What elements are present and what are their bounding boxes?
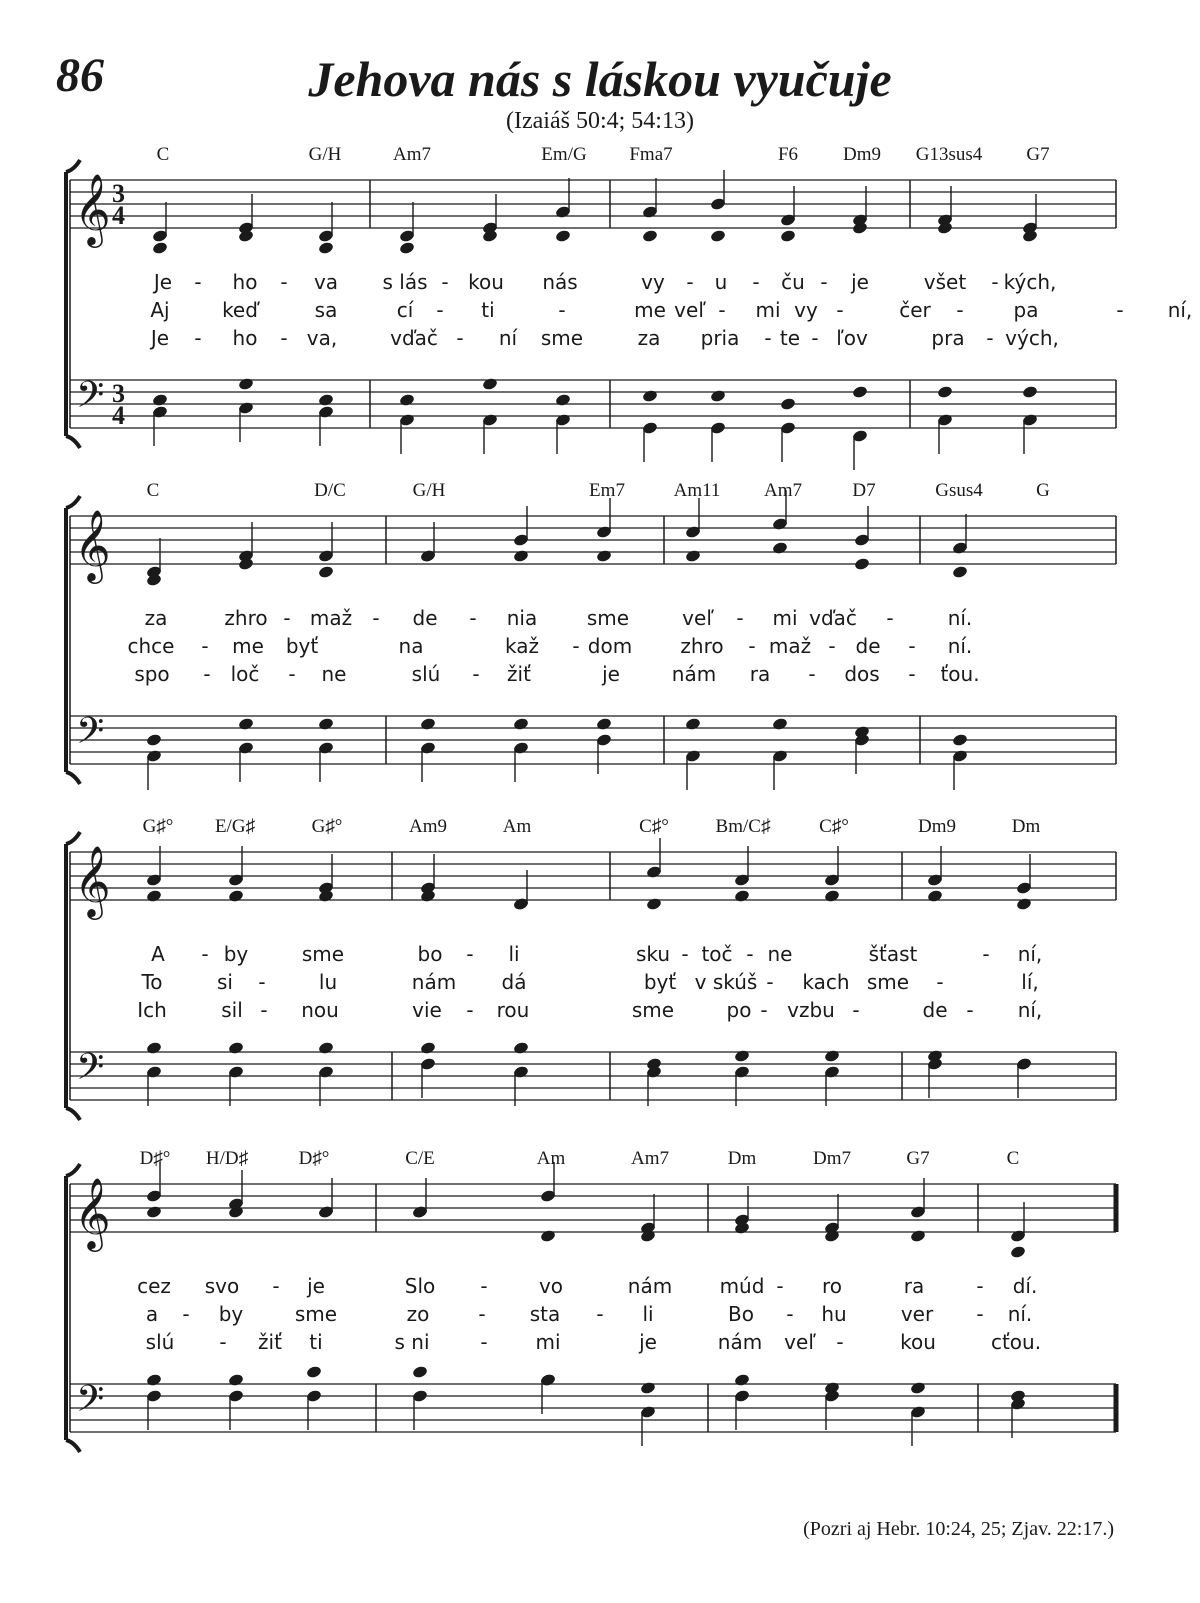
- chord-symbol: Am7: [764, 480, 802, 501]
- verse-2-syllable: -: [1116, 298, 1124, 322]
- verse-3-syllable: cťou.: [990, 1330, 1042, 1354]
- verse-3-syllable: vzbu: [787, 998, 835, 1022]
- chord-symbol: G13sus4: [915, 144, 983, 165]
- verse-3-syllable: ní: [498, 326, 518, 350]
- chord-symbol: D7: [852, 480, 876, 501]
- verse-2-syllable: ver: [900, 1302, 934, 1326]
- verse-3-syllable: Ich: [137, 998, 167, 1022]
- verse-1-syllable: bo: [417, 942, 443, 966]
- verse-2-syllable: ní,: [1167, 298, 1193, 322]
- verse-2-syllable: me: [232, 634, 264, 658]
- verse-1-syllable: toč: [701, 942, 733, 966]
- verse-3-syllable: sme: [631, 998, 675, 1022]
- chord-symbol: G/H: [308, 144, 342, 165]
- treble-notehead: [910, 1229, 927, 1243]
- verse-3-syllable: -: [203, 662, 211, 686]
- chord-symbol: D♯°: [298, 1148, 330, 1169]
- footnote: (Pozri aj Hebr. 10:24, 25; Zjav. 22:17.): [803, 1518, 1114, 1540]
- verse-2-syllable: zo: [406, 1302, 430, 1326]
- bass-clef-icon: 𝄢: [76, 1378, 105, 1429]
- verse-3-syllable: je: [602, 662, 620, 686]
- verse-2-syllable: -: [956, 298, 964, 322]
- verse-1-syllable: by: [223, 942, 249, 966]
- verse-2-syllable: sa: [314, 298, 338, 322]
- verse-2-syllable: chce: [127, 634, 175, 658]
- verse-3-syllable: Je: [150, 326, 170, 350]
- verse-3-syllable: va,: [306, 326, 338, 350]
- verse-1-syllable: je: [851, 270, 869, 294]
- verse-1-syllable: -: [469, 606, 477, 630]
- bass-notehead: [640, 1381, 657, 1395]
- verse-1-syllable: sme: [586, 606, 630, 630]
- verse-2-syllable: ní.: [1007, 1302, 1033, 1326]
- verse-1-syllable: je: [307, 1274, 325, 1298]
- verse-2-syllable: byť: [285, 634, 319, 658]
- verse-1-syllable: -: [272, 1274, 280, 1298]
- verse-1-syllable: svo: [204, 1274, 240, 1298]
- chord-symbol: Dm: [727, 1148, 757, 1169]
- verse-1-syllable: nia: [506, 606, 538, 630]
- verse-1-syllable: -: [480, 1274, 488, 1298]
- verse-3-syllable: ne: [321, 662, 347, 686]
- verse-1-syllable: -: [991, 270, 999, 294]
- verse-1-syllable: múd: [719, 1274, 765, 1298]
- chord-symbol: D/C: [314, 480, 346, 501]
- verse-2-syllable: -: [936, 970, 944, 994]
- verse-2-syllable: -: [908, 634, 916, 658]
- chord-symbol: Dm9: [843, 144, 881, 165]
- verse-1-syllable: dí.: [1012, 1274, 1038, 1298]
- verse-1-syllable: nám: [627, 1274, 673, 1298]
- verse-1-syllable: -: [441, 270, 449, 294]
- verse-3-syllable: -: [852, 998, 860, 1022]
- verse-2-syllable: kach: [802, 970, 850, 994]
- time-signature: 3: [112, 179, 125, 208]
- verse-2-syllable: -: [766, 970, 774, 994]
- verse-1-syllable: -: [746, 942, 754, 966]
- verse-1-syllable: všet: [923, 270, 967, 294]
- verse-1-syllable: -: [681, 942, 689, 966]
- verse-2-syllable: ti: [481, 298, 495, 322]
- verse-3-syllable: slú: [145, 1330, 175, 1354]
- verse-2-syllable: hu: [821, 1302, 847, 1326]
- chord-symbol: E/G♯: [214, 816, 256, 837]
- verse-2-syllable: -: [478, 1302, 486, 1326]
- verse-1-syllable: -: [976, 1274, 984, 1298]
- chord-symbol: D♯°: [139, 1148, 171, 1169]
- verse-3-syllable: pra: [931, 326, 965, 350]
- verse-3-syllable: s ni: [394, 1330, 430, 1354]
- verse-2-syllable: -: [786, 1302, 794, 1326]
- verse-2-syllable: v skúš: [694, 970, 758, 994]
- chord-symbol: Am9: [409, 816, 447, 837]
- verse-3-syllable: kou: [900, 1330, 936, 1354]
- verse-1-syllable: -: [466, 942, 474, 966]
- verse-2-syllable: de: [855, 634, 881, 658]
- verse-3-syllable: -: [908, 662, 916, 686]
- verse-2-syllable: čer: [899, 298, 931, 322]
- verse-3-syllable: ra: [749, 662, 771, 686]
- verse-1-syllable: Je: [153, 270, 173, 294]
- chord-symbol: Fma7: [629, 144, 673, 165]
- verse-1-syllable: -: [752, 270, 760, 294]
- verse-2-syllable: Bo: [728, 1302, 754, 1326]
- verse-2-syllable: lí,: [1021, 970, 1039, 994]
- chord-symbol: Am7: [393, 144, 431, 165]
- bass-notehead: [306, 1365, 323, 1379]
- verse-1-syllable: mi: [772, 606, 798, 630]
- verse-3-syllable: žiť: [258, 1330, 282, 1354]
- bass-notehead: [412, 1365, 429, 1379]
- verse-1-syllable: sku: [635, 942, 671, 966]
- verse-2-syllable: Aj: [150, 298, 170, 322]
- bass-notehead: [146, 1373, 163, 1387]
- verse-1-syllable: ho: [232, 270, 258, 294]
- verse-3-syllable: -: [966, 998, 974, 1022]
- time-signature: 4: [112, 401, 125, 430]
- verse-2-syllable: veľ: [674, 298, 706, 322]
- verse-1-syllable: A: [151, 942, 165, 966]
- verse-2-syllable: lu: [318, 970, 338, 994]
- verse-1-syllable: de: [412, 606, 438, 630]
- verse-3-syllable: -: [811, 326, 819, 350]
- bass-clef-icon: 𝄢: [76, 1046, 105, 1097]
- verse-1-syllable: šťast: [868, 942, 918, 966]
- chord-symbol: Am7: [631, 1148, 669, 1169]
- verse-1-syllable: -: [280, 270, 288, 294]
- verse-2-syllable: by: [218, 1302, 244, 1326]
- verse-3-syllable: -: [472, 662, 480, 686]
- verse-3-syllable: -: [480, 1330, 488, 1354]
- treble-notehead: [540, 1229, 557, 1243]
- verse-1-syllable: ču: [781, 270, 805, 294]
- verse-3-syllable: vie: [412, 998, 442, 1022]
- verse-1-syllable: -: [686, 270, 694, 294]
- time-signature: 4: [112, 201, 125, 230]
- verse-1-syllable: zhro: [224, 606, 268, 630]
- chord-symbol: G7: [1026, 144, 1050, 165]
- verse-3-syllable: ní,: [1017, 998, 1043, 1022]
- bass-notehead: [228, 1373, 245, 1387]
- chord-symbol: C♯°: [819, 816, 849, 837]
- verse-3-syllable: -: [986, 326, 994, 350]
- chord-symbol: Am: [536, 1148, 566, 1169]
- verse-3-syllable: sme: [540, 326, 584, 350]
- time-signature: 3: [112, 379, 125, 408]
- verse-3-syllable: za: [637, 326, 661, 350]
- chord-symbol: Am11: [673, 480, 721, 501]
- verse-2-syllable: sta: [529, 1302, 561, 1326]
- verse-2-syllable: cí: [396, 298, 414, 322]
- chord-symbol: G♯°: [142, 816, 174, 837]
- treble-notehead: [1010, 1245, 1027, 1259]
- verse-1-syllable: -: [194, 270, 202, 294]
- verse-1-syllable: cez: [137, 1274, 171, 1298]
- verse-3-syllable: ťou.: [940, 662, 980, 686]
- verse-2-syllable: ní.: [947, 634, 973, 658]
- verse-2-syllable: -: [748, 634, 756, 658]
- verse-3-syllable: -: [260, 998, 268, 1022]
- verse-1-syllable: kou: [468, 270, 504, 294]
- chord-symbol: Am: [502, 816, 532, 837]
- verse-2-syllable: -: [201, 634, 209, 658]
- verse-1-syllable: maž: [309, 606, 353, 630]
- verse-2-syllable: byť: [643, 970, 677, 994]
- verse-3-syllable: dos: [844, 662, 880, 686]
- chord-symbol: C♯°: [639, 816, 669, 837]
- verse-3-syllable: -: [456, 326, 464, 350]
- verse-3-syllable: de: [922, 998, 948, 1022]
- chord-symbol: Dm: [1011, 816, 1041, 837]
- verse-3-syllable: -: [280, 326, 288, 350]
- bass-notehead: [910, 1381, 927, 1395]
- verse-3-syllable: -: [760, 998, 768, 1022]
- verse-1-syllable: -: [283, 606, 291, 630]
- chord-symbol: Gsus4: [935, 480, 983, 501]
- verse-3-syllable: pria: [700, 326, 740, 350]
- verse-3-syllable: loč: [230, 662, 260, 686]
- chord-symbol: G7: [906, 1148, 930, 1169]
- chord-symbol: Dm9: [918, 816, 956, 837]
- verse-1-syllable: ra: [903, 1274, 925, 1298]
- verse-1-syllable: sme: [301, 942, 345, 966]
- verse-2-syllable: vy: [794, 298, 818, 322]
- verse-1-syllable: -: [820, 270, 828, 294]
- chord-symbol: F6: [777, 144, 799, 165]
- verse-2-syllable: -: [828, 634, 836, 658]
- verse-3-syllable: mi: [535, 1330, 561, 1354]
- treble-clef-icon: 𝄞: [74, 1176, 111, 1249]
- verse-1-syllable: vy: [641, 270, 665, 294]
- verse-3-syllable: ho: [232, 326, 258, 350]
- chord-symbol: G: [1036, 480, 1050, 501]
- verse-2-syllable: si: [217, 970, 233, 994]
- verse-3-syllable: -: [466, 998, 474, 1022]
- bass-clef-icon: 𝄢: [76, 710, 105, 761]
- chord-symbol: G♯°: [311, 816, 343, 837]
- verse-3-syllable: je: [639, 1330, 657, 1354]
- verse-2-syllable: maž: [768, 634, 812, 658]
- verse-2-syllable: -: [572, 634, 580, 658]
- verse-2-syllable: dom: [587, 634, 633, 658]
- verse-1-syllable: vďač: [809, 606, 857, 630]
- verse-3-syllable: spo: [134, 662, 170, 686]
- chord-symbol: G/H: [412, 480, 446, 501]
- verse-2-syllable: me: [634, 298, 666, 322]
- verse-2-syllable: To: [141, 970, 163, 994]
- bass-clef-icon: 𝄢: [76, 374, 105, 425]
- verse-3-syllable: nám: [671, 662, 717, 686]
- verse-1-syllable: li: [508, 942, 520, 966]
- chord-symbol: C/E: [405, 1148, 435, 1169]
- verse-1-syllable: u: [714, 270, 728, 294]
- chord-symbol: Em/G: [541, 144, 587, 165]
- verse-3-syllable: -: [836, 1330, 844, 1354]
- verse-3-syllable: slú: [411, 662, 441, 686]
- verse-3-syllable: po: [726, 998, 752, 1022]
- verse-2-syllable: nám: [411, 970, 457, 994]
- verse-1-syllable: nás: [542, 270, 578, 294]
- verse-3-syllable: -: [808, 662, 816, 686]
- chord-symbol: C: [156, 144, 170, 165]
- verse-2-syllable: -: [182, 1302, 190, 1326]
- verse-1-syllable: s lás: [382, 270, 428, 294]
- verse-2-syllable: sme: [866, 970, 910, 994]
- verse-3-syllable: nám: [717, 1330, 763, 1354]
- verse-3-syllable: rou: [496, 998, 530, 1022]
- verse-2-syllable: zhro: [680, 634, 724, 658]
- verse-3-syllable: veľ: [784, 1330, 816, 1354]
- verse-1-syllable: veľ: [682, 606, 714, 630]
- verse-1-syllable: -: [372, 606, 380, 630]
- verse-2-syllable: li: [642, 1302, 654, 1326]
- verse-1-syllable: za: [144, 606, 168, 630]
- verse-2-syllable: -: [258, 970, 266, 994]
- verse-1-syllable: -: [886, 606, 894, 630]
- verse-1-syllable: -: [201, 942, 209, 966]
- verse-1-syllable: ro: [821, 1274, 843, 1298]
- verse-2-syllable: -: [596, 1302, 604, 1326]
- verse-2-syllable: dá: [501, 970, 527, 994]
- verse-2-syllable: pa: [1013, 298, 1039, 322]
- chord-symbol: H/D♯: [205, 1148, 249, 1169]
- chord-symbol: Bm/C♯: [715, 816, 771, 837]
- treble-clef-icon: 𝄞: [74, 844, 111, 917]
- verse-3-syllable: sil: [221, 998, 243, 1022]
- verse-3-syllable: -: [219, 1330, 227, 1354]
- verse-3-syllable: vých,: [1005, 326, 1059, 350]
- treble-notehead: [146, 1205, 163, 1219]
- verse-1-syllable: ne: [767, 942, 793, 966]
- verse-1-syllable: -: [736, 606, 744, 630]
- verse-1-syllable: -: [982, 942, 990, 966]
- treble-clef-icon: 𝄞: [74, 172, 111, 245]
- verse-2-syllable: mi: [755, 298, 781, 322]
- verse-2-syllable: -: [836, 298, 844, 322]
- verse-1-syllable: va: [313, 270, 339, 294]
- verse-3-syllable: -: [288, 662, 296, 686]
- verse-1-syllable: vo: [538, 1274, 564, 1298]
- song-title: Jehova nás s láskou vyučuje: [308, 51, 892, 107]
- verse-1-syllable: Slo: [404, 1274, 436, 1298]
- page-number: 86: [56, 49, 104, 102]
- verse-3-syllable: ľov: [836, 326, 868, 350]
- chord-symbol: C: [146, 480, 160, 501]
- verse-3-syllable: nou: [301, 998, 339, 1022]
- verse-2-syllable: -: [718, 298, 726, 322]
- treble-clef-icon: 𝄞: [74, 508, 111, 581]
- chord-symbol: Dm7: [813, 1148, 851, 1169]
- scripture-reference: (Izaiáš 50:4; 54:13): [506, 108, 694, 134]
- verse-3-syllable: te: [779, 326, 801, 350]
- chord-symbol: C: [1006, 1148, 1020, 1169]
- bass-notehead: [734, 1373, 751, 1387]
- verse-3-syllable: žiť: [507, 662, 531, 686]
- verse-2-syllable: kaž: [505, 634, 539, 658]
- verse-1-syllable: ní,: [1017, 942, 1043, 966]
- verse-2-syllable: na: [398, 634, 424, 658]
- chord-symbol: Em7: [589, 480, 625, 501]
- verse-2-syllable: -: [976, 1302, 984, 1326]
- verse-3-syllable: -: [764, 326, 772, 350]
- verse-3-syllable: -: [194, 326, 202, 350]
- verse-2-syllable: sme: [294, 1302, 338, 1326]
- verse-2-syllable: -: [436, 298, 444, 322]
- verse-1-syllable: kých,: [1003, 270, 1057, 294]
- verse-1-syllable: ní.: [947, 606, 973, 630]
- verse-2-syllable: keď: [222, 298, 258, 322]
- verse-2-syllable: a: [145, 1302, 159, 1326]
- verse-3-syllable: vďač: [390, 326, 438, 350]
- verse-1-syllable: -: [776, 1274, 784, 1298]
- verse-3-syllable: ti: [309, 1330, 323, 1354]
- verse-2-syllable: -: [558, 298, 566, 322]
